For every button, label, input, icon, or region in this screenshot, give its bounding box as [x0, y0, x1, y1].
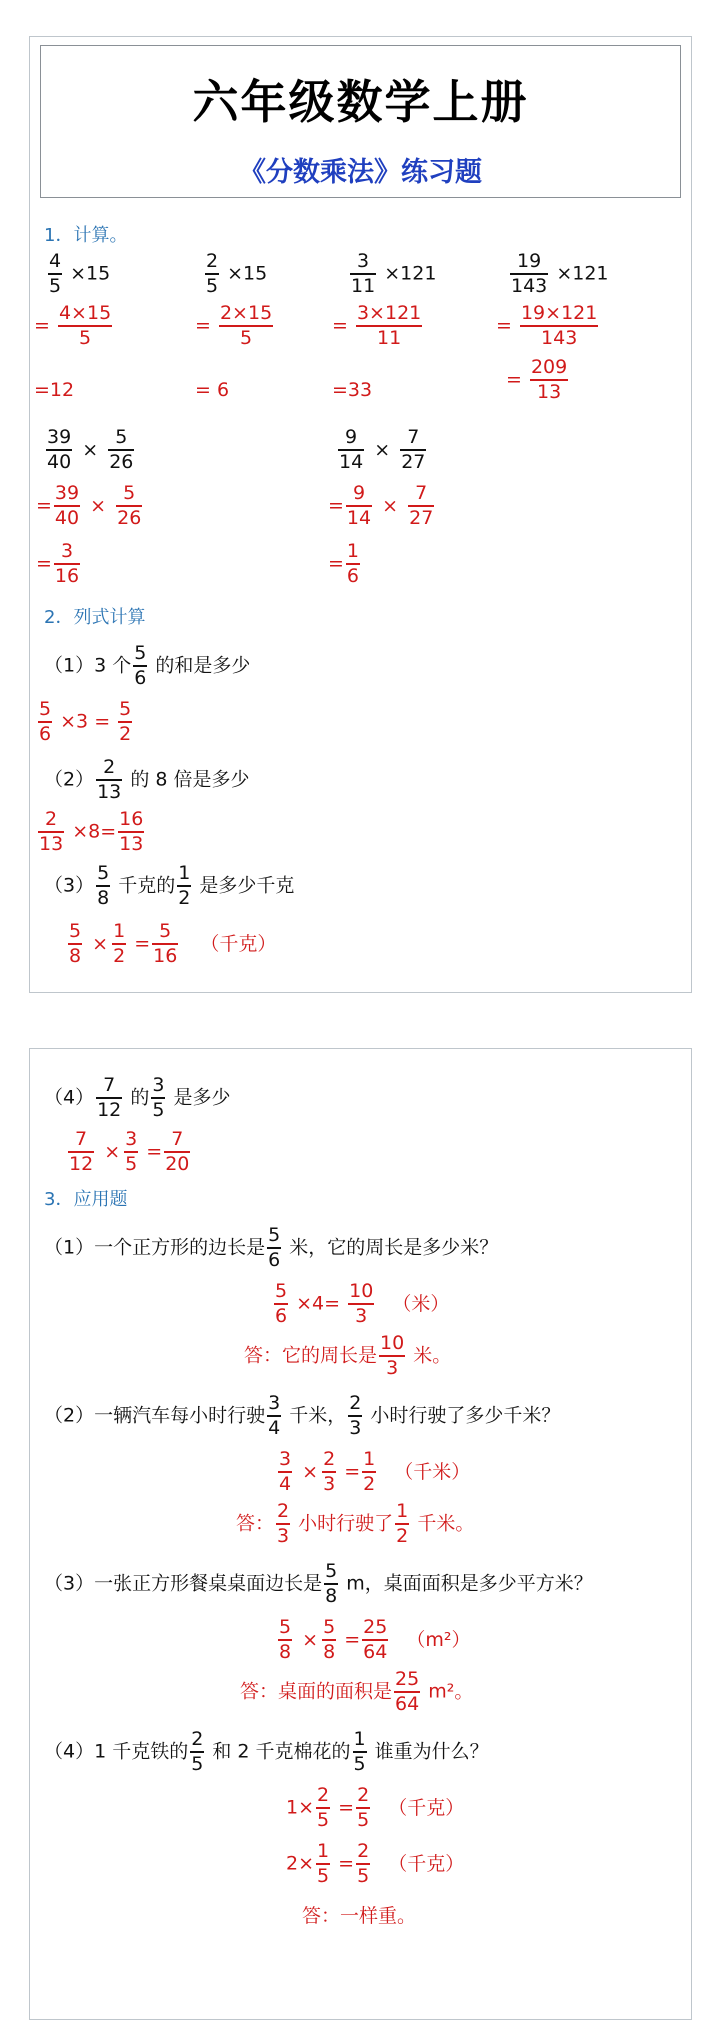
calc-problem-5: $\frac{39}{40}$ × $\frac{5}{26}$ [47, 426, 134, 473]
app-problem-4: （4）1 千克铁的 $\frac{2}{5}$ 和 2 千克棉花的 $\frac{1}{5}$ 谁重为什么？ [44, 1728, 489, 1775]
page-subtitle: 《分数乘法》练习题 [239, 157, 482, 188]
section-2-heading: 2．列式计算 [44, 607, 146, 628]
section-1-heading: 1．计算。 [44, 225, 128, 246]
calc-step-2: = $\frac{2\times 15}{5}$ [195, 302, 273, 349]
calc-step-3: = $\frac{3\times 121}{11}$ [332, 302, 422, 349]
app-problem-1: （1）一个正方形的边长是 $\frac{5}{6}$ 米，它的周长是多少米？ [44, 1224, 499, 1271]
calc-problem-4: $\frac{19}{143}$ ×121 [511, 250, 609, 297]
app-calc-4b: 2× $\frac{1}{5}$ = $\frac{2}{5}$ （千克） [286, 1840, 465, 1887]
worksheet-page-1 [29, 36, 692, 993]
calc-problem-1: $\frac{4}{5}$ ×15 [49, 250, 111, 297]
list-answer-2: $\frac{2}{13}$ ×8= $\frac{16}{13}$ [39, 808, 144, 855]
app-answer-2: 答： $\frac{2}{3}$ 小时行驶了 $\frac{1}{2}$ 千米。 [236, 1500, 475, 1547]
calc-step-6: = $\frac{9}{14}$ × $\frac{7}{27}$ [328, 482, 434, 529]
title-box [40, 45, 681, 198]
calc-result-6: = $\frac{1}{6}$ [328, 540, 360, 587]
app-answer-3: 答：桌面的面积是 $\frac{25}{64}$ m²。 [240, 1668, 474, 1715]
app-answer-4: 答：一样重。 [302, 1905, 417, 1927]
app-calc-2: $\frac{3}{4}$ × $\frac{2}{3}$ = $\frac{1}{2}$ （千米） [279, 1448, 471, 1495]
worksheet-page-2 [29, 1048, 692, 2020]
calc-problem-6: $\frac{9}{14}$ × $\frac{7}{27}$ [339, 426, 426, 473]
calc-step-5: = $\frac{39}{40}$ × $\frac{5}{26}$ [36, 482, 142, 529]
page-title: 六年级数学上册 [192, 75, 529, 129]
list-answer-1: $\frac{5}{6}$ ×3 = $\frac{5}{2}$ [39, 698, 132, 745]
calc-problem-3: $\frac{3}{11}$ ×121 [351, 250, 437, 297]
calc-step-4: = $\frac{19\times 121}{143}$ [496, 302, 598, 349]
calc-problem-2: $\frac{2}{5}$ ×15 [206, 250, 268, 297]
calc-result-5: = $\frac{3}{16}$ [36, 540, 80, 587]
app-problem-2: （2）一辆汽车每小时行驶 $\frac{3}{4}$ 千米， $\frac{2}{3}$ 小时行驶了多少千米？ [44, 1392, 561, 1439]
app-calc-3: $\frac{5}{8}$ × $\frac{5}{8}$ = $\frac{25}{64}$ （m²） [279, 1616, 471, 1663]
calc-result-2: = 6 [195, 379, 230, 401]
list-answer-3: $\frac{5}{8}$ × $\frac{1}{2}$ = $\frac{5}{16}$ （千克） [69, 920, 277, 967]
app-problem-3: （3）一张正方形餐桌桌面边长是 $\frac{5}{8}$ m，桌面面积是多少平方米？ [44, 1560, 593, 1607]
list-answer-4: $\frac{7}{12}$ × $\frac{3}{5}$ = $\frac{7}{20}$ [69, 1128, 190, 1175]
list-problem-2: （2） $\frac{2}{13}$ 的 8 倍是多少 [44, 756, 250, 803]
list-problem-3: （3） $\frac{5}{8}$ 千克的 $\frac{1}{2}$ 是多少千克 [44, 862, 295, 909]
list-problem-1: （1）3 个 $\frac{5}{6}$ 的和是多少 [44, 642, 251, 689]
list-problem-4: （4） $\frac{7}{12}$ 的 $\frac{3}{5}$ 是多少 [44, 1074, 231, 1121]
calc-result-3: =33 [332, 379, 373, 401]
section-3-heading: 3．应用题 [44, 1189, 128, 1210]
calc-result-4: = $\frac{209}{13}$ [506, 356, 568, 403]
app-calc-1: $\frac{5}{6}$ ×4= $\frac{10}{3}$ （米） [275, 1280, 450, 1327]
calc-result-1: =12 [34, 379, 75, 401]
app-answer-1: 答：它的周长是 $\frac{10}{3}$ 米。 [244, 1332, 452, 1379]
calc-step-1: = $\frac{4\times 15}{5}$ [34, 302, 112, 349]
app-calc-4a: 1× $\frac{2}{5}$ = $\frac{2}{5}$ （千克） [286, 1784, 465, 1831]
